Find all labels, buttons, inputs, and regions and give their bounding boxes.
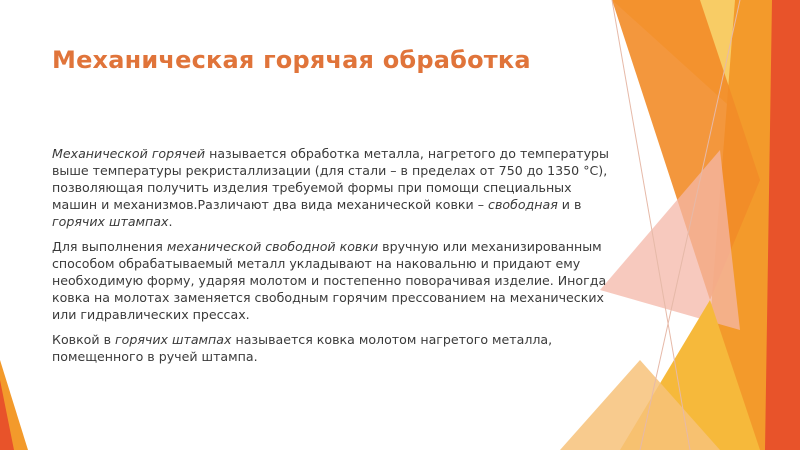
emphasized-term: Механической горячей [52,146,206,161]
paragraph-text: вручную или механизированным способом обрабатываемый металл укладывают на наковальню и придают ему необходимую форму, ударяя молотом и постепенно поворачивая изделие. Иногда ковка на молотах заменяется свободным горячим прессованием на механических или гидравлических прессах. [52,239,607,322]
paragraph-text: называется ковка молотом нагретого металла, помещенного в ручей штампа. [52,332,553,364]
paragraph-text: и в [557,197,582,212]
paragraph-text: называется обработка металла, нагретого до температуры выше температуры рекристаллизации (для стали – в пределах от 750 до 1350 °С), позволяющая получить изделия требуемой формы при помощи специальных машин и механизмов.Различают два вида механической ковки – [52,146,609,212]
paragraph-text: . [168,214,173,229]
slide-title: Механическая горячая обработка [52,46,531,74]
body-paragraph [52,331,612,365]
paragraph-text: Для выполнения [52,239,167,254]
body-paragraph [52,238,612,323]
paragraph-text: Ковкой в [52,332,115,347]
emphasized-term: механической свободной ковки [166,239,379,254]
slide-body [52,145,612,373]
body-paragraph [52,145,612,230]
emphasized-term: свободная [488,197,558,212]
emphasized-term: горячих штампах [115,332,232,347]
emphasized-term: горячих штампах [52,214,169,229]
